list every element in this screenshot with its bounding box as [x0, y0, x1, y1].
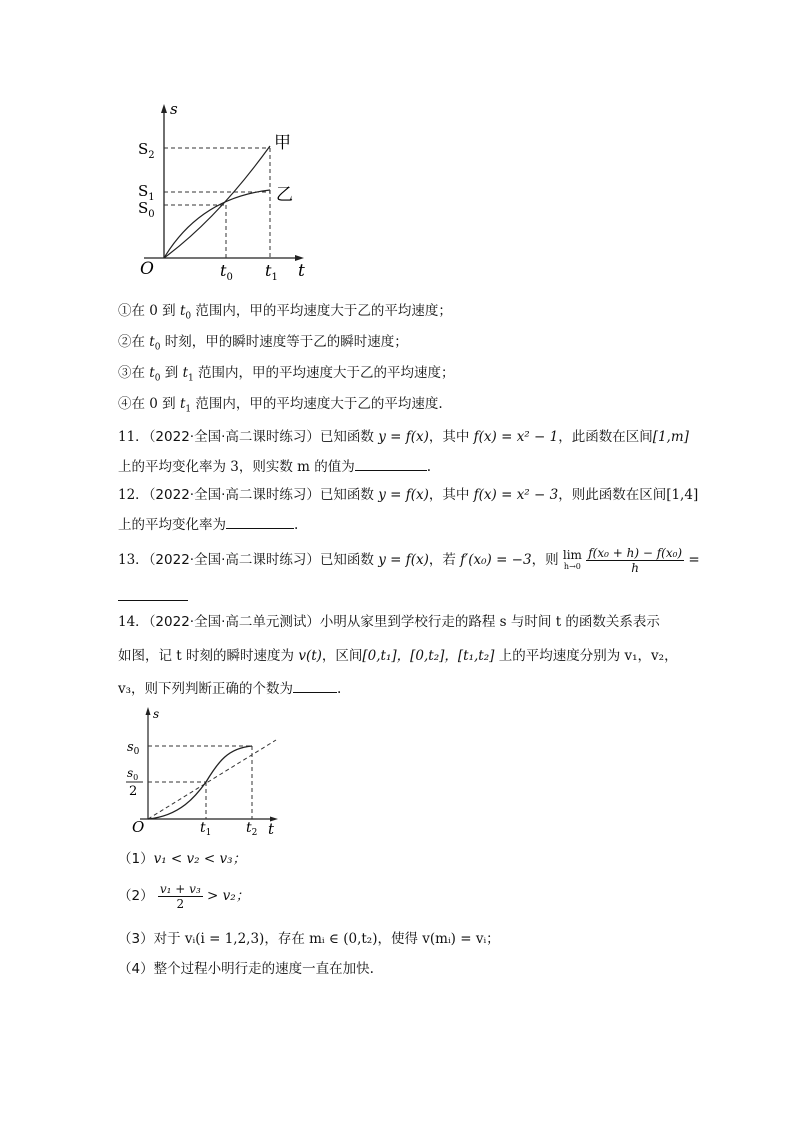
answer-blank-13[interactable] — [118, 586, 188, 601]
tick-label-t1: $t_1$ — [200, 820, 212, 838]
question-11-line-1: 11．（2022·全国·高二课时练习）已知函数 y = f(x)，其中 f(x) = x² − 1，此函数在区间[1,m] — [118, 429, 689, 445]
x-axis-label: t — [268, 820, 275, 838]
label-yi: 乙 — [276, 185, 293, 205]
graph-distance-time-2 — [118, 704, 288, 838]
question-14-line-2: 如图，记 t 时刻的瞬时速度为 v(t)，区间[0,t₁]，[0,t₂]，[t₁,t₂] 上的平均速度分别为 v₁，v₂， — [118, 648, 678, 664]
question-14-line-3: v₃，则下列判断正确的个数为 . — [118, 678, 341, 699]
question-13-line-1: 13．（2022·全国·高二课时练习）已知函数 y = f(x)，若 f′(x₀) = −3，则 lim h→0 $\frac{\text{f(x₀ + h) − f(x₀)}}{h}$ = — [118, 546, 700, 575]
tick-label-s0: $S_0$ — [138, 199, 155, 220]
x-axis-label: t — [298, 261, 305, 281]
curve-jia — [164, 146, 270, 258]
secant-line — [148, 740, 276, 819]
curve-yi — [164, 190, 270, 258]
y-axis-arrow — [146, 707, 151, 715]
tick-label-s1: $S_1$ — [138, 182, 155, 203]
answer-blank-11[interactable] — [355, 456, 427, 471]
limit-fraction: $\frac{\text{f(x₀ + h) − f(x₀)}}{h}$ — [588, 546, 683, 575]
limit-symbol: lim h→0 — [562, 547, 582, 571]
question-11-line-2: 上的平均变化率为 3，则实数 m 的值为 . — [118, 456, 431, 477]
question-12-line-1: 12．（2022·全国·高二课时练习）已知函数 y = f(x)，其中 f(x) = x² − 3，则此函数在区间[1,4] — [118, 487, 699, 503]
tick-label-s0: $s_0$ — [127, 740, 140, 757]
option-2: （2） $\frac{\text{v₁ + v₃}}{2}$ > v₂； — [118, 882, 250, 911]
tick-label-t1: $t_1$ — [265, 261, 278, 283]
question-13-line-2 — [118, 586, 188, 607]
statement-1: ①在 0 到 $t_0$ 范围内，甲的平均速度大于乙的平均速度； — [118, 303, 452, 322]
tick-label-t2: $t_2$ — [246, 820, 258, 838]
option-1: （1）v₁ < v₂ < v₃； — [118, 851, 246, 867]
y-axis-arrow — [161, 104, 167, 113]
option-4: （4）整个过程小明行走的速度一直在加快. — [118, 961, 374, 977]
graph-distance-time-1 — [130, 98, 310, 283]
y-axis-label: s — [170, 100, 178, 118]
tick-label-half-s0-den: 2 — [129, 784, 138, 799]
question-14-line-1: 14．（2022·全国·高二单元测试）小明从家里到学校行走的路程 s 与时间 t 的函数关系表示 — [118, 614, 660, 630]
origin-label: O — [140, 259, 154, 279]
option-3: （3）对于 vᵢ(i = 1,2,3)，存在 mᵢ ∈ (0,t₂)，使得 v(mᵢ) = vᵢ； — [118, 931, 500, 947]
tick-label-s2: $S_2$ — [138, 140, 155, 161]
question-12-line-2: 上的平均变化率为 . — [118, 514, 298, 535]
statement-3: ③在 $t_0$ 到 $t_1$ 范围内，甲的平均速度大于乙的平均速度； — [118, 365, 455, 384]
origin-label: O — [132, 818, 145, 836]
statement-4: ④在 0 到 $t_1$ 范围内，甲的平均速度大于乙的平均速度. — [118, 396, 443, 415]
answer-blank-14[interactable] — [293, 678, 337, 693]
answer-blank-12[interactable] — [226, 514, 294, 529]
tick-label-half-s0-num: $s_0$ — [127, 766, 139, 782]
option-2-fraction: $\frac{\text{v₁ + v₃}}{2}$ — [159, 882, 201, 911]
y-axis-label: s — [153, 707, 160, 721]
label-jia: 甲 — [274, 133, 291, 153]
tick-label-t0: $t_0$ — [220, 261, 233, 283]
statement-2: ②在 $t_0$ 时刻，甲的瞬时速度等于乙的瞬时速度； — [118, 334, 408, 353]
